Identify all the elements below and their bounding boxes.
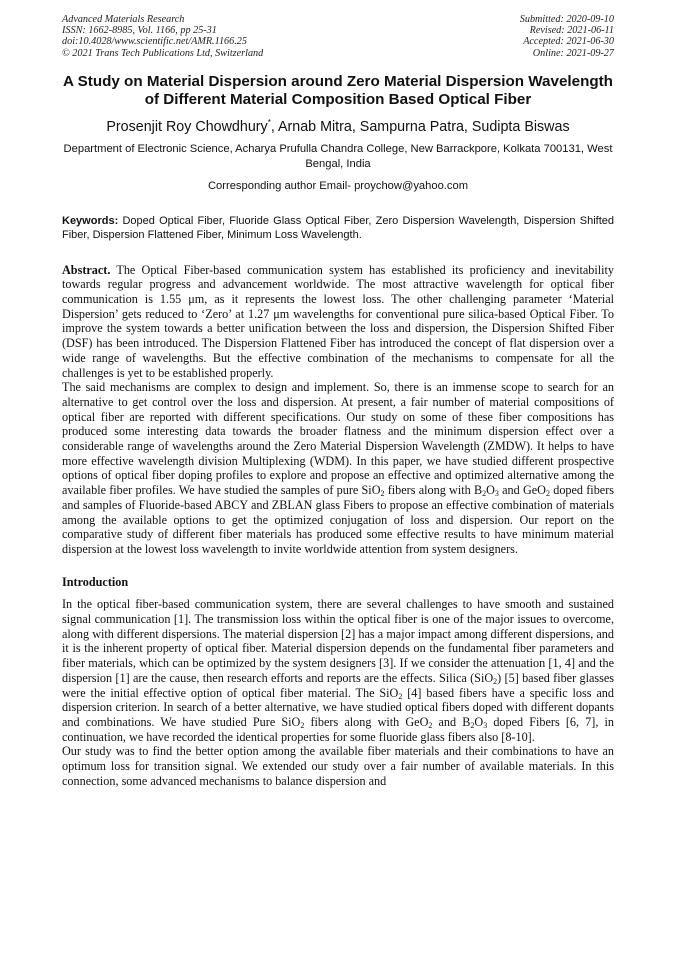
author-list: [62, 114, 614, 136]
abstract-paragraph-2: The said mechanisms are complex to design and implement. So, there is an immense scope to search for an alternative to get control over the loss and dispersion. At present, a fair number of material compositions of optical fiber are reported with different specifications. Our study on some of these fiber compositions has produced some interesting data towards the broader flatness and the minimum dispersion effect over a considerable range of wavelengths around the Zero Material Dispersion Wavelength (ZMDW). It helps to have more effective wavelength division Multiplexing (WDM). In this paper, we have studied different prospective options of optical fiber doping profiles to explore and propose an effective and optimized alternative among the available fiber profiles. We have studied the samples of pure SiO$_2$ fibers along with $B_2O_3$ and GeO$_2$ doped fibers and samples of Fluoride-based ABCY and ZBLAN glass Fibers to propose an effective combination of materials among the available options to get the optimized conjugation of loss and dispersion. Our report on the comparative study of different fiber materials has produced some effective results to have minimum material dispersion at the lowest loss wavelength to invite worldwide attention from system designers.: [62, 380, 614, 556]
introduction-paragraph-1: In the optical fiber-based communication system, there are several challenges to have smooth and sustained signal communication [1]. The transmission loss within the optical fiber is one of the major issues to overcome, along with different dispersions. The material dispersion [2] has a major impact among different dispersions, and it is the inherent property of optical fiber. Material dispersion depends on the fundamental fiber parameters and fiber materials, which can be optimized by the system designers [3]. If we consider the attenuation [1, 4] and the dispersion [1] are the cause, then research efforts and reports are the effects. Silica (SiO$_2$) [5] based fiber glasses were the initial effective option of optical fiber material. The SiO$_2$ [4] based fibers have a specific loss and dispersion criterion. In search of a better alternative, we have studied optical fibers doped with different dopants and combinations. We have studied Pure SiO$_2$ fibers along with GeO$_2$ and $B_2O_3$ doped Fibers [6, 7], in continuation, we have recorded the identical properties for some fluoride glass fibers also [8-10].: [62, 597, 614, 744]
abstract: [62, 263, 614, 557]
date-accepted: Accepted: 2021-06-30: [523, 36, 614, 48]
abstract-paragraph-1: Abstract. The Optical Fiber-based communication system has established its proficiency and inevitability towards regular progress and advancement worldwide. The most attractive wavelength for optical fiber communication is 1.55 μm, as it represents the lowest loss. The other challenging parameter ‘Material Dispersion’ gets reduced to ‘Zero’ at 1.27 μm wavelengths for conventional pure silica-based Optical Fiber. To improve the system towards a better unification between the loss and dispersion, the Dispersion Shifted Fiber (DSF) has been introduced. The Dispersion Flattened Fiber has introduced the concept of flat dispersion over a wide range of wavelengths. But the effective combination of the mechanisms to compensate for all the challenges is yet to be established properly.: [62, 262, 614, 380]
journal-name: Advanced Materials Research: [62, 14, 185, 25]
date-submitted: Submitted: 2020-09-10: [519, 14, 614, 25]
section-heading-introduction: Introduction: [62, 574, 129, 589]
introduction-paragraph-2: Our study was to find the better option among the available fiber materials and their combinations to have an optimum loss for transition signal. We extended our study over a fair number of available materials. In this connection, some advanced mechanisms to balance dispersion and: [62, 744, 614, 788]
publication-dates: [520, 14, 614, 59]
date-revised: Revised: 2021-06-11: [529, 25, 614, 37]
abstract-label: Abstract.: [62, 262, 111, 277]
journal-doi[interactable]: doi:10.4028/www.scientific.net/AMR.1166.25: [62, 36, 247, 48]
keywords: [62, 214, 614, 243]
author-first: Prosenjit Roy Chowdhury: [106, 118, 268, 135]
journal-info: [62, 14, 263, 59]
corresponding-mark: *: [267, 117, 271, 127]
journal-header: [62, 14, 614, 59]
date-online: Online: 2021-09-27: [532, 47, 614, 59]
keywords-label: Keywords:: [62, 214, 119, 227]
affiliation: Department of Electronic Science, Acharya Prufulla Chandra College, New Barrackpore, Kolkata 700131, West Bengal, India: [63, 142, 613, 171]
author-rest: , Arnab Mitra, Sampurna Patra, Sudipta Biswas: [270, 118, 570, 135]
journal-copyright: © 2021 Trans Tech Publications Ltd, Switzerland: [62, 47, 264, 59]
corresponding-author: Corresponding author Email- proychow@yahoo.com: [207, 179, 469, 192]
paper-title: A Study on Material Dispersion around Zero Material Dispersion Wavelength of Different Material Composition Based Optical Fiber: [63, 72, 613, 109]
journal-issn: ISSN: 1662-8985, Vol. 1166, pp 25-31: [62, 25, 217, 37]
introduction-body: [62, 597, 614, 788]
keywords-text: Doped Optical Fiber, Fluoride Glass Optical Fiber, Zero Dispersion Wavelength, Dispersion Shifted Fiber, Dispersion Flattened Fiber, Minimum Loss Wavelength.: [62, 214, 614, 242]
